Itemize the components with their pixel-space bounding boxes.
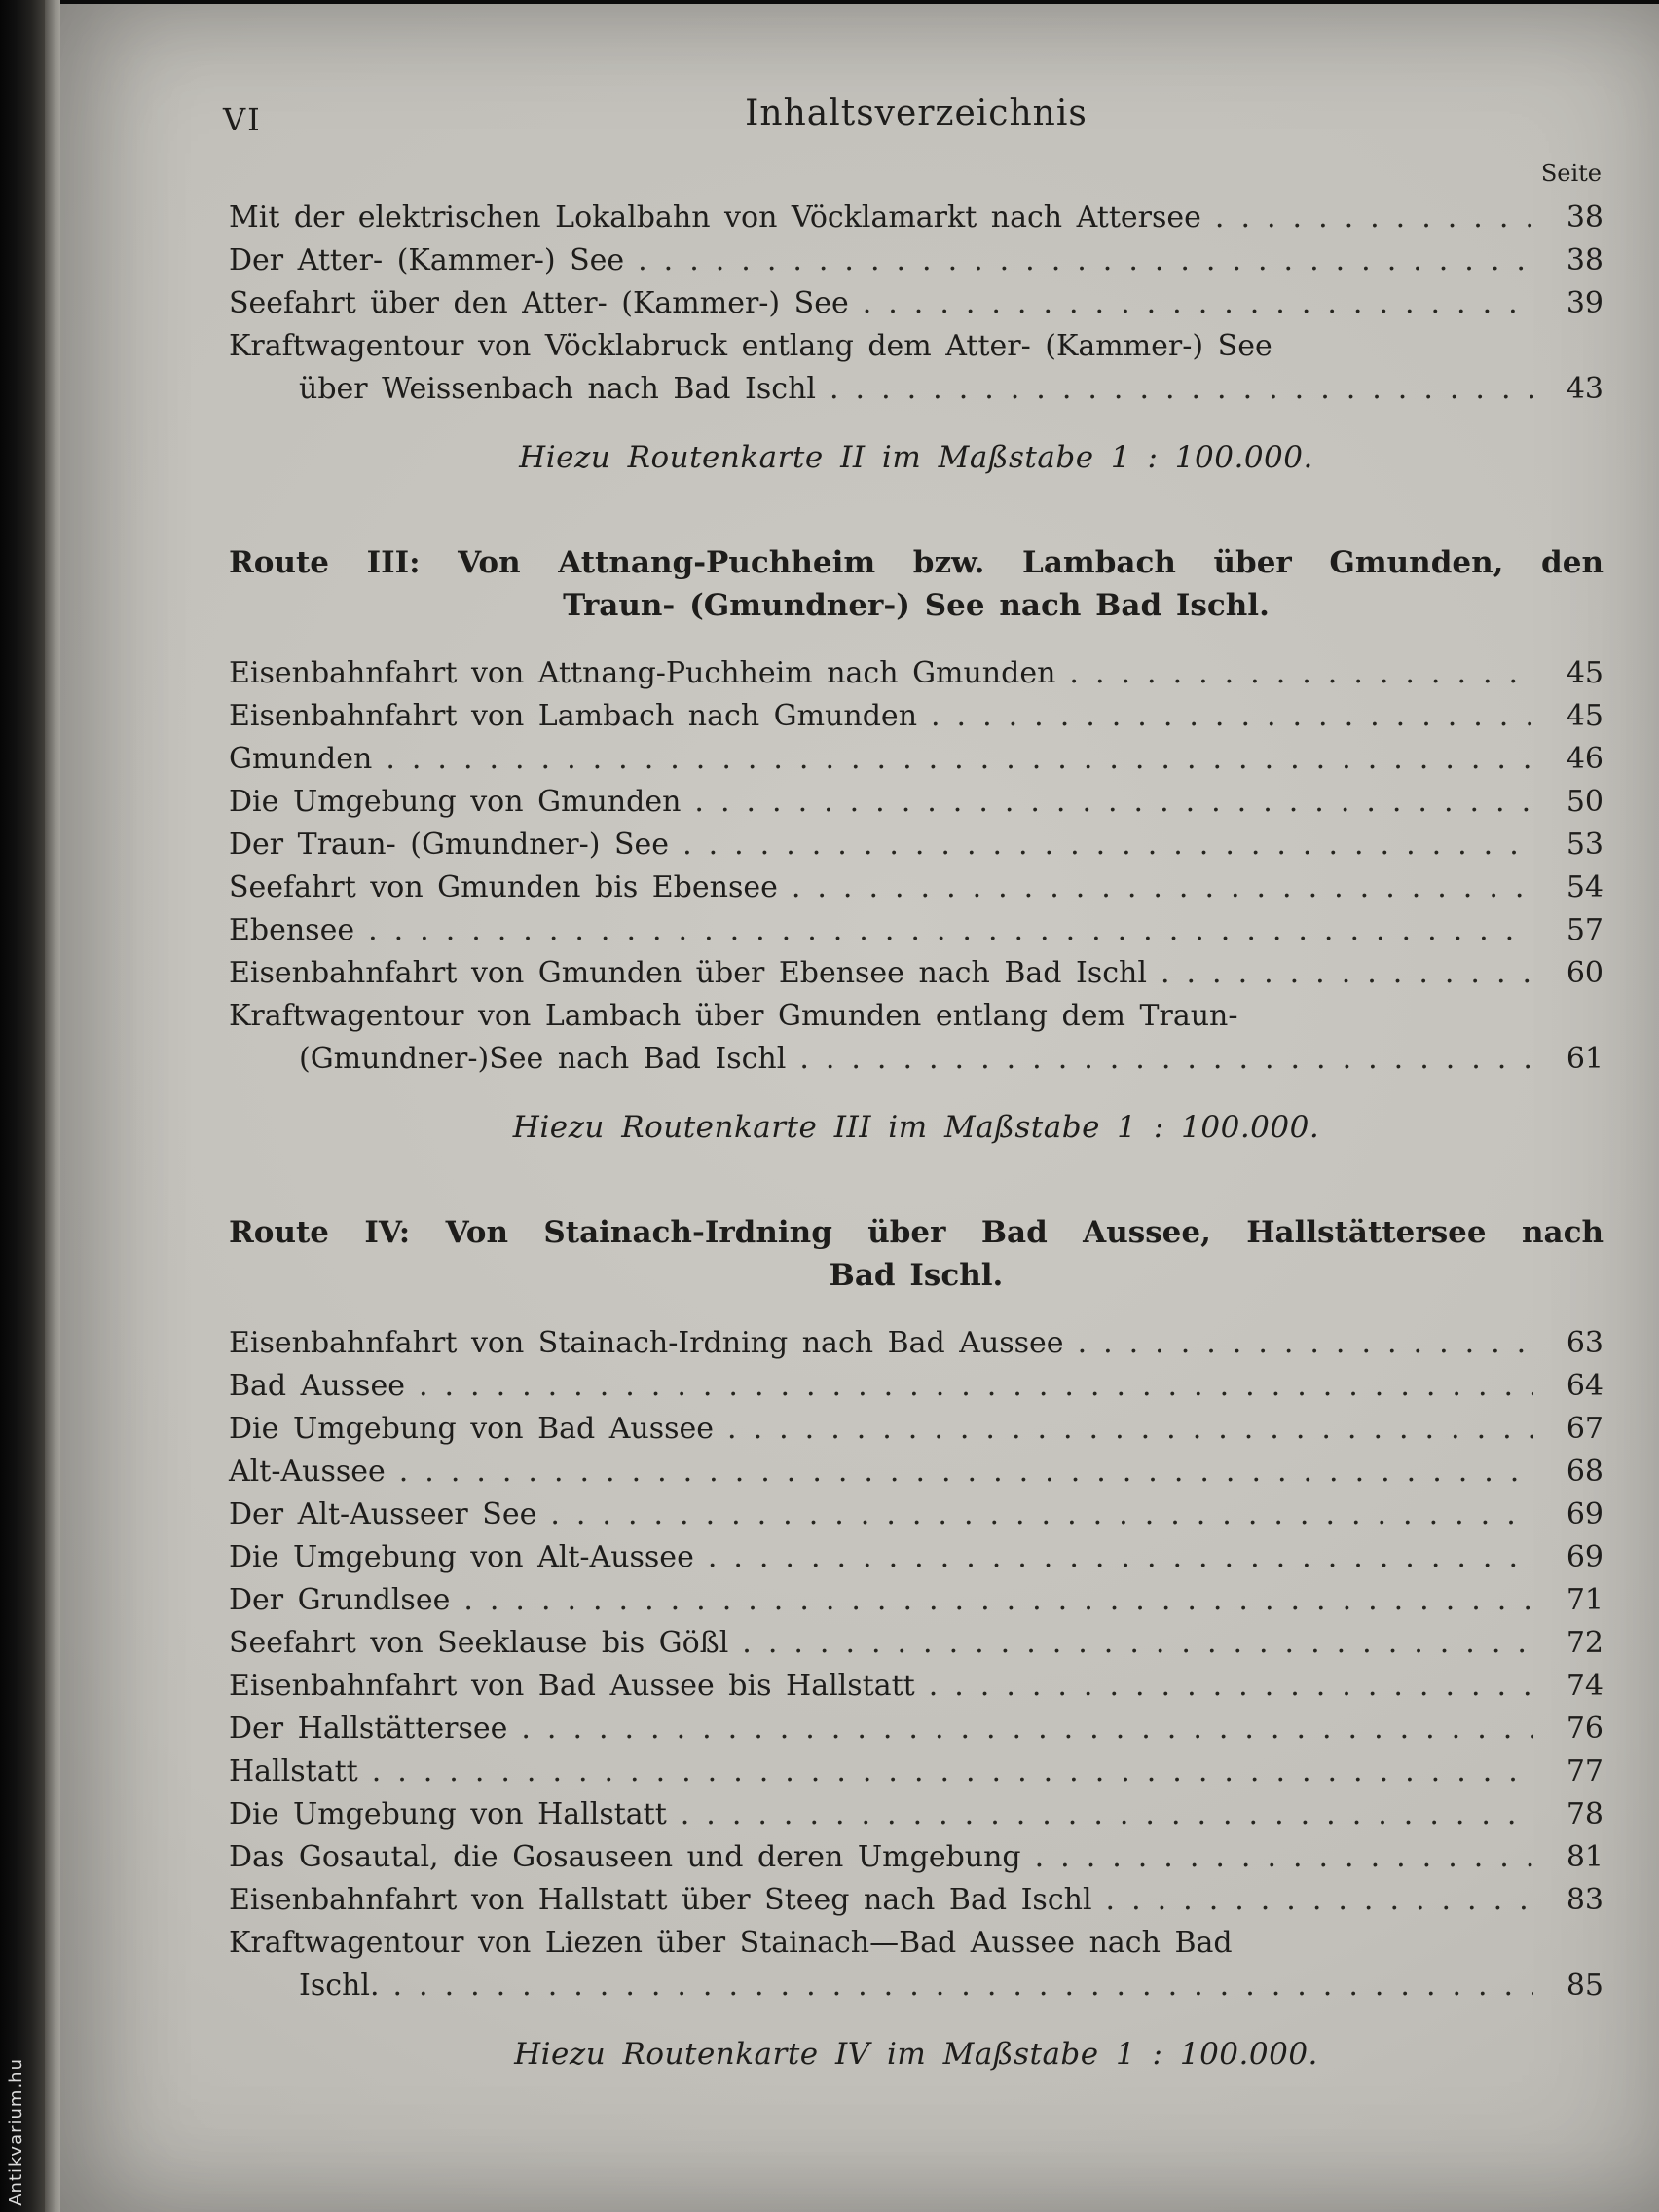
dot-leader [521,1708,1533,1751]
entry-text: Eisenbahnfahrt von Attnang-Puchheim nach Gmunden [229,656,1056,690]
dot-leader [399,1451,1533,1493]
toc-entry [229,1493,1604,1536]
section-heading [229,541,1604,627]
entry-page: 71 [1566,1583,1604,1617]
entry-text-line2: Ischl. [299,1969,380,2003]
toc-entry [229,1451,1604,1493]
dot-leader [1215,197,1533,240]
entry-text: Die Umgebung von Alt-Aussee [229,1540,694,1574]
toc-section [229,197,1604,479]
dot-leader [372,1751,1533,1793]
toc-entry [229,952,1604,995]
dot-leader [550,1493,1533,1536]
toc-entry [229,1879,1604,1922]
dot-leader [742,1622,1533,1665]
entry-page: 61 [1566,1042,1604,1076]
toc-entry [229,1708,1604,1751]
dot-leader [1069,652,1533,695]
dot-leader [931,695,1533,738]
entry-text: Der Atter- (Kammer-) See [229,243,625,277]
dot-leader [708,1536,1533,1579]
dot-leader [463,1579,1533,1622]
toc-entry [229,866,1604,909]
entry-page: 60 [1566,956,1604,990]
dot-leader [1161,952,1533,995]
entry-text: Bad Aussee [229,1369,405,1403]
entry-text: Die Umgebung von Hallstatt [229,1797,667,1831]
dot-leader [830,368,1533,411]
toc-section [229,1211,1604,2076]
dot-leader [1078,1322,1533,1365]
entry-page: 54 [1566,870,1604,904]
entry-page: 63 [1566,1326,1604,1360]
dot-leader [1106,1879,1533,1922]
entry-page: 38 [1566,243,1604,277]
entry-text: Eisenbahnfahrt von Bad Aussee bis Hallstatt [229,1669,915,1703]
page-number: VI [223,101,262,138]
entry-page: 64 [1566,1369,1604,1403]
entry-page: 76 [1566,1712,1604,1746]
map-note: Hiezu Routenkarte II im Maßstabe 1 : 100.000. [519,440,1313,475]
entry-page: 46 [1566,742,1604,776]
book-binding-edge [0,0,45,2212]
toc-entry [229,197,1604,240]
entry-page: 50 [1566,785,1604,819]
entry-text: Die Umgebung von Bad Aussee [229,1412,715,1446]
entry-text: Hallstatt [229,1754,358,1788]
page-header [223,93,1604,148]
entry-page: 45 [1566,699,1604,733]
toc-entry [229,695,1604,738]
dot-leader [419,1365,1533,1408]
section-heading [229,1211,1604,1297]
section-heading-line1: Route IV: Von Stainach-Irdning über Bad Aussee, Hallstättersee nach [229,1215,1604,1250]
entry-page: 43 [1566,372,1604,406]
entry-page: 45 [1566,656,1604,690]
toc-entry [229,1836,1604,1879]
entry-text: Eisenbahnfahrt von Hallstatt über Steeg nach Bad Ischl [229,1883,1092,1917]
toc-entry [229,738,1604,781]
dot-leader [682,824,1533,866]
entry-page: 53 [1566,828,1604,862]
toc-entry [229,1322,1604,1365]
entry-text: Eisenbahnfahrt von Stainach-Irdning nach Bad Aussee [229,1326,1064,1360]
section-heading-line1: Route III: Von Attnang-Puchheim bzw. Lambach über Gmunden, den [229,545,1604,580]
entry-text-line1: Kraftwagentour von Vöcklabruck entlang dem Atter- (Kammer-) See [229,329,1272,363]
entry-text: Ebensee [229,913,355,947]
section-heading-line2: Bad Ischl. [829,1258,1004,1293]
dot-leader [393,1965,1534,2008]
entry-text: Die Umgebung von Gmunden [229,785,682,819]
entry-page: 81 [1566,1840,1604,1874]
entry-text: Eisenbahnfahrt von Gmunden über Ebensee nach Bad Ischl [229,956,1147,990]
entry-page: 74 [1566,1669,1604,1703]
entry-page: 77 [1566,1754,1604,1788]
entry-text: Der Hallstättersee [229,1712,508,1746]
entry-text-line1: Kraftwagentour von Lambach über Gmunden entlang dem Traun- [229,999,1238,1033]
entry-text: Eisenbahnfahrt von Lambach nach Gmunden [229,699,918,733]
entry-text-line2: über Weissenbach nach Bad Ischl [299,372,817,406]
entry-text: Seefahrt über den Atter- (Kammer-) See [229,286,849,320]
entry-text: Mit der elektrischen Lokalbahn von Vöcklamarkt nach Attersee [229,201,1201,235]
column-label-seite: Seite [1540,160,1602,187]
toc-entry [229,1922,1604,2008]
entry-text: Gmunden [229,742,373,776]
toc-entry [229,1665,1604,1708]
dot-leader [727,1408,1533,1451]
toc-entry [229,282,1604,325]
toc-entry [229,240,1604,282]
entry-page: 68 [1566,1455,1604,1489]
toc-entry [229,1408,1604,1451]
dot-leader [863,282,1533,325]
entry-text: Der Grundlsee [229,1583,451,1617]
toc-entry [229,1751,1604,1793]
toc-entry [229,1622,1604,1665]
dot-leader [1035,1836,1533,1879]
entry-text-line2: (Gmundner-)See nach Bad Ischl [299,1042,787,1076]
toc-entry [229,909,1604,952]
entry-page: 85 [1566,1969,1604,2003]
toc-entry [229,1793,1604,1836]
toc-entry [229,1579,1604,1622]
dot-leader [681,1793,1533,1836]
toc-entry [229,1365,1604,1408]
scanned-page [60,4,1659,2212]
dot-leader [638,240,1533,282]
toc-entry [229,652,1604,695]
watermark: Antikvarium.hu [6,2058,26,2206]
entry-text: Der Traun- (Gmundner-) See [229,828,670,862]
entry-text: Der Alt-Ausseer See [229,1497,537,1531]
entry-page: 78 [1566,1797,1604,1831]
entry-text: Seefahrt von Seeklause bis Gößl [229,1626,729,1660]
map-note: Hiezu Routenkarte IV im Maßstabe 1 : 100.000. [514,2037,1318,2072]
map-note: Hiezu Routenkarte III im Maßstabe 1 : 100.000. [512,1110,1320,1145]
toc-entry [229,824,1604,866]
toc-entry [229,995,1604,1081]
toc-entry [229,1536,1604,1579]
entry-text: Das Gosautal, die Gosauseen und deren Umgebung [229,1840,1021,1874]
entry-page: 83 [1566,1883,1604,1917]
entry-page: 72 [1566,1626,1604,1660]
page-content [223,93,1604,2085]
entry-page: 69 [1566,1540,1604,1574]
entry-text-line1: Kraftwagentour von Liezen über Stainach—Bad Aussee nach Bad [229,1926,1233,1960]
toc-entry [229,781,1604,824]
entry-page: 69 [1566,1497,1604,1531]
entry-text: Seefahrt von Gmunden bis Ebensee [229,870,778,904]
entry-page: 39 [1566,286,1604,320]
dot-leader [799,1038,1533,1081]
dot-leader [386,738,1533,781]
dot-leader [929,1665,1533,1708]
entry-page: 67 [1566,1412,1604,1446]
dot-leader [368,909,1533,952]
section-heading-line2: Traun- (Gmundner-) See nach Bad Ischl. [563,588,1270,623]
dot-leader [792,866,1533,909]
page-edge-shadow [45,0,60,2212]
entry-page: 57 [1566,913,1604,947]
page-title: Inhaltsverzeichnis [745,93,1088,133]
toc-entry [229,325,1604,411]
toc-section [229,541,1604,1149]
entry-page: 38 [1566,201,1604,235]
entry-text: Alt-Aussee [229,1455,386,1489]
dot-leader [694,781,1533,824]
